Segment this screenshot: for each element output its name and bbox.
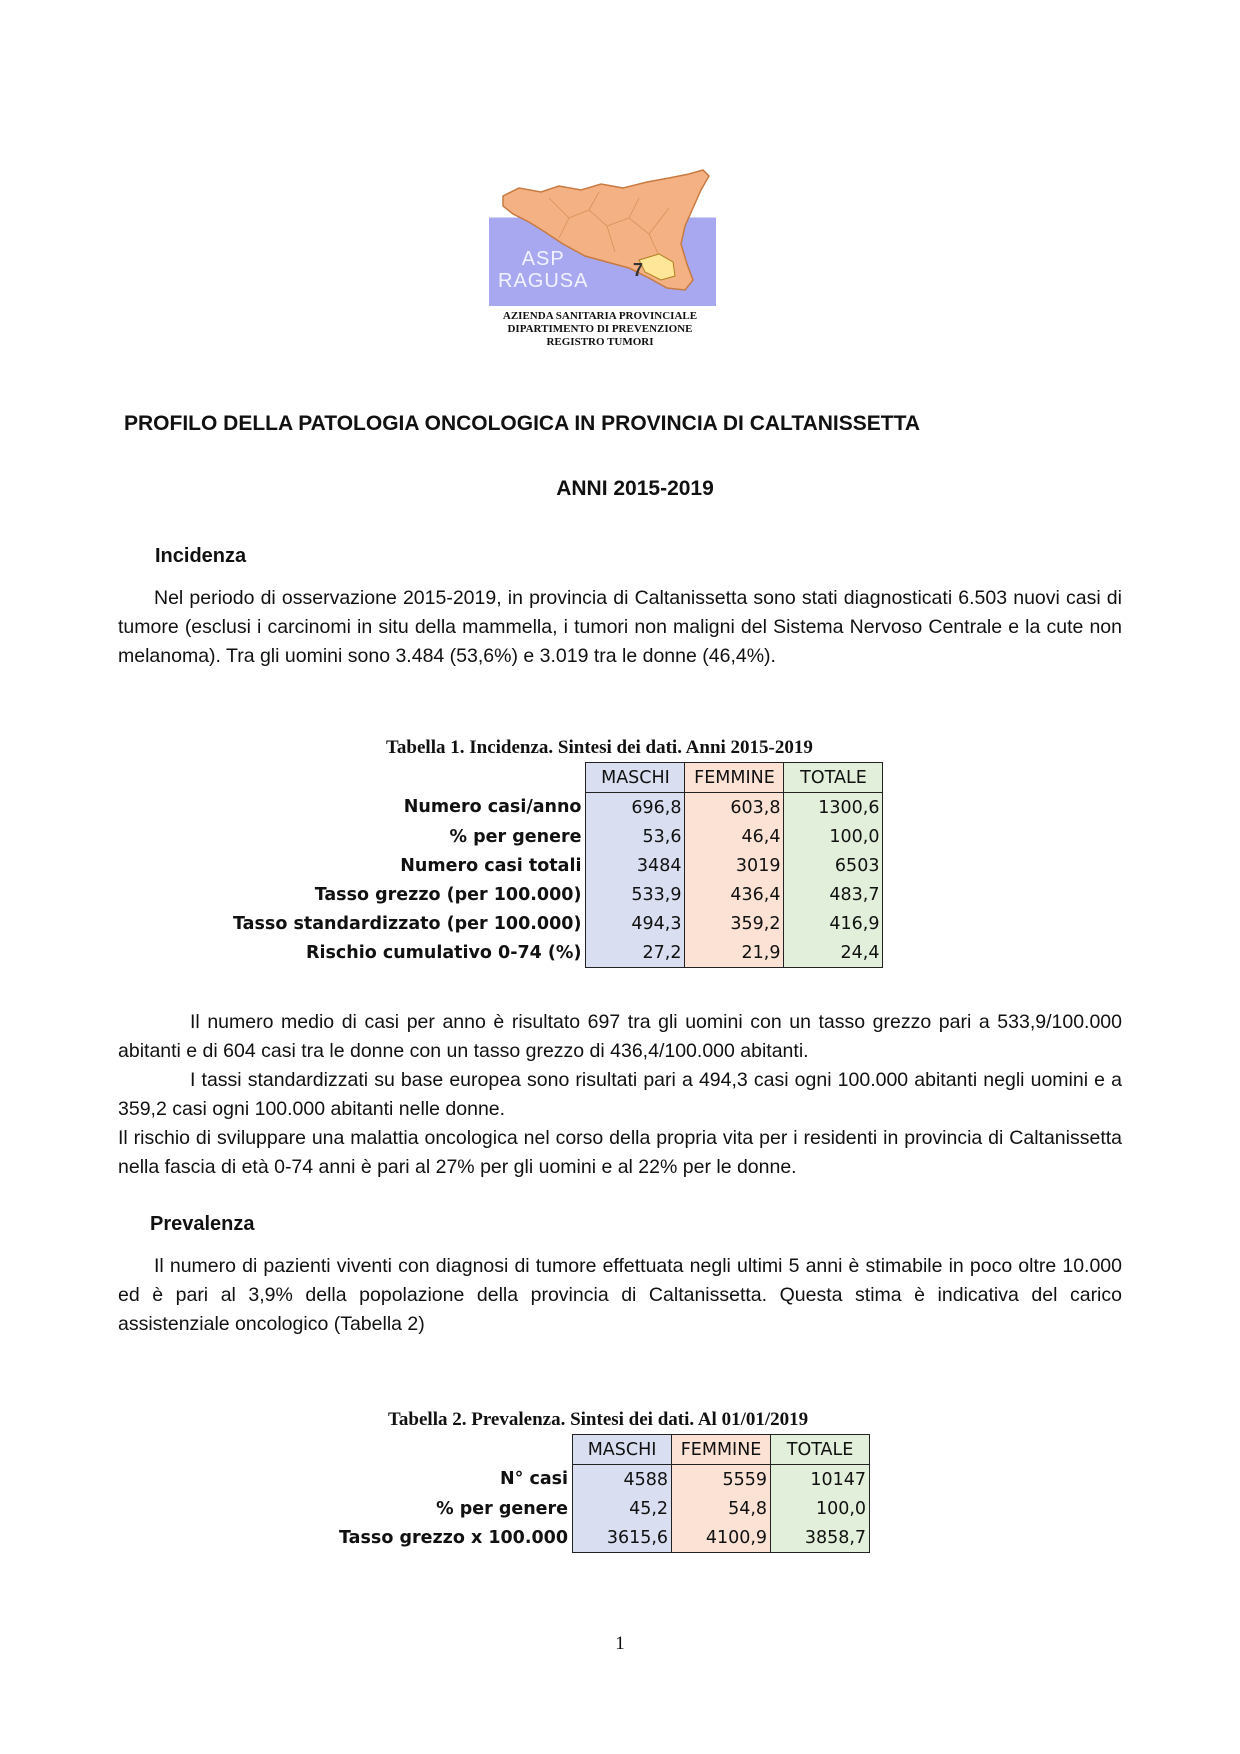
analysis-text: Il numero medio di casi per anno è risultato 697 tra gli uomini con un tasso grezzo pari a 533,9/100.000 abitanti e di 604 casi tra le donne con un tasso grezzo di 436,4/100.000 abitanti.	[118, 1011, 1122, 1062]
incidenza-paragraph	[118, 584, 1122, 671]
logo-asp-text: ASP	[521, 248, 565, 270]
table-corner-cell	[336, 1435, 573, 1465]
cell-totale: 483,7	[784, 880, 883, 909]
cell-femmine: 5559	[672, 1465, 771, 1495]
table-header-row	[230, 763, 883, 793]
col-header-femmine: FEMMINE	[672, 1435, 771, 1465]
row-label: Tasso grezzo x 100.000	[339, 1527, 569, 1548]
cell-maschi: 494,3	[586, 909, 685, 938]
cell-totale: 416,9	[784, 909, 883, 938]
cell-maschi: 53,6	[586, 822, 685, 851]
row-label: N° casi	[499, 1469, 569, 1490]
sicily-map-logo	[489, 168, 716, 306]
cell-femmine: 359,2	[685, 909, 784, 938]
cell-maschi: 45,2	[573, 1494, 672, 1523]
row-label: Numero casi/anno	[403, 797, 582, 818]
cell-maschi: 533,9	[586, 880, 685, 909]
cell-femmine: 603,8	[685, 793, 784, 823]
cell-maschi: 696,8	[586, 793, 685, 823]
cell-totale: 100,0	[771, 1494, 870, 1523]
cell-totale: 100,0	[784, 822, 883, 851]
row-label: Numero casi totali	[400, 855, 582, 876]
table2-prevalenza	[336, 1434, 870, 1553]
table-row	[230, 851, 883, 880]
row-label: Tasso standardizzato (per 100.000)	[233, 913, 582, 934]
table-row	[230, 938, 883, 968]
cell-totale: 10147	[771, 1465, 870, 1495]
col-header-maschi: MASCHI	[586, 763, 685, 793]
logo-city-text: RAGUSA	[498, 270, 589, 292]
cell-maschi: 3615,6	[573, 1523, 672, 1553]
cell-femmine: 436,4	[685, 880, 784, 909]
logo-caption-line: REGISTRO TUMORI	[546, 336, 654, 348]
document-subtitle: ANNI 2015-2019	[556, 477, 714, 500]
logo-text	[498, 248, 588, 292]
cell-maschi: 27,2	[586, 938, 685, 968]
row-label: % per genere	[436, 1498, 569, 1519]
prevalenza-text: Il numero di pazienti viventi con diagnosi di tumore effettuata negli ultimi 5 anni è stimabile in poco oltre 10.000 ed è pari al 3,9% della popolazione della provincia di Caltanissetta. Questa stima è indicativa del carico assistenziale oncologico (Tabella 2)	[118, 1255, 1122, 1335]
cell-femmine: 54,8	[672, 1494, 771, 1523]
table-corner-cell	[230, 763, 586, 793]
table1-incidenza	[230, 762, 883, 968]
row-label: Tasso grezzo (per 100.000)	[314, 884, 582, 905]
table-row	[336, 1494, 870, 1523]
cell-femmine: 4100,9	[672, 1523, 771, 1553]
table-row	[336, 1523, 870, 1553]
cell-totale: 1300,6	[784, 793, 883, 823]
table2-caption: Tabella 2. Prevalenza. Sintesi dei dati. Al 01/01/2019	[388, 1409, 809, 1430]
cell-totale: 3858,7	[771, 1523, 870, 1553]
document-title: PROFILO DELLA PATOLOGIA ONCOLOGICA IN PROVINCIA DI CALTANISSETTA	[124, 412, 921, 435]
section-heading-incidenza: Incidenza	[155, 545, 247, 567]
row-label: Rischio cumulativo 0-74 (%)	[305, 942, 582, 963]
logo-caption-line: AZIENDA SANITARIA PROVINCIALE	[502, 310, 698, 322]
table-row	[230, 880, 883, 909]
asp-logo	[480, 168, 720, 349]
col-header-totale: TOTALE	[784, 763, 883, 793]
cell-femmine: 3019	[685, 851, 784, 880]
table-row	[230, 909, 883, 938]
analysis-text: Il rischio di sviluppare una malattia oncologica nel corso della propria vita per i residenti in provincia di Caltanissetta nella fascia di età 0-74 anni è pari al 27% per gli uomini e al 22% per le donne.	[118, 1127, 1122, 1178]
col-header-totale: TOTALE	[771, 1435, 870, 1465]
incidenza-text: Nel periodo di osservazione 2015-2019, in provincia di Caltanissetta sono stati diagnosticati 6.503 nuovi casi di tumore (esclusi i carcinomi in situ della mammella, i tumori non maligni del Sistema Nervoso Centrale e la cute non melanoma). Tra gli uomini sono 3.484 (53,6%) e 3.019 tra le donne (46,4%).	[118, 587, 1122, 667]
col-header-femmine: FEMMINE	[685, 763, 784, 793]
logo-number: 7	[633, 260, 644, 280]
section-heading-prevalenza: Prevalenza	[150, 1213, 255, 1235]
row-label: % per genere	[449, 826, 582, 847]
cell-femmine: 21,9	[685, 938, 784, 968]
table-header-row	[336, 1435, 870, 1465]
page-number: 1	[615, 1633, 625, 1654]
analysis-text: I tassi standardizzati su base europea sono risultati pari a 494,3 casi ogni 100.000 abitanti negli uomini e a 359,2 casi ogni 100.000 abitanti nelle donne.	[118, 1069, 1122, 1120]
col-header-maschi: MASCHI	[573, 1435, 672, 1465]
cell-totale: 24,4	[784, 938, 883, 968]
analysis-paragraphs	[118, 1008, 1122, 1182]
prevalenza-paragraph	[118, 1252, 1122, 1339]
table-row	[336, 1465, 870, 1495]
table-row	[230, 822, 883, 851]
table-row	[230, 793, 883, 823]
cell-maschi: 3484	[586, 851, 685, 880]
logo-caption-line: DIPARTIMENTO DI PREVENZIONE	[507, 323, 693, 335]
logo-caption	[480, 310, 720, 349]
cell-totale: 6503	[784, 851, 883, 880]
cell-maschi: 4588	[573, 1465, 672, 1495]
cell-femmine: 46,4	[685, 822, 784, 851]
table1-caption: Tabella 1. Incidenza. Sintesi dei dati. Anni 2015-2019	[386, 737, 813, 758]
